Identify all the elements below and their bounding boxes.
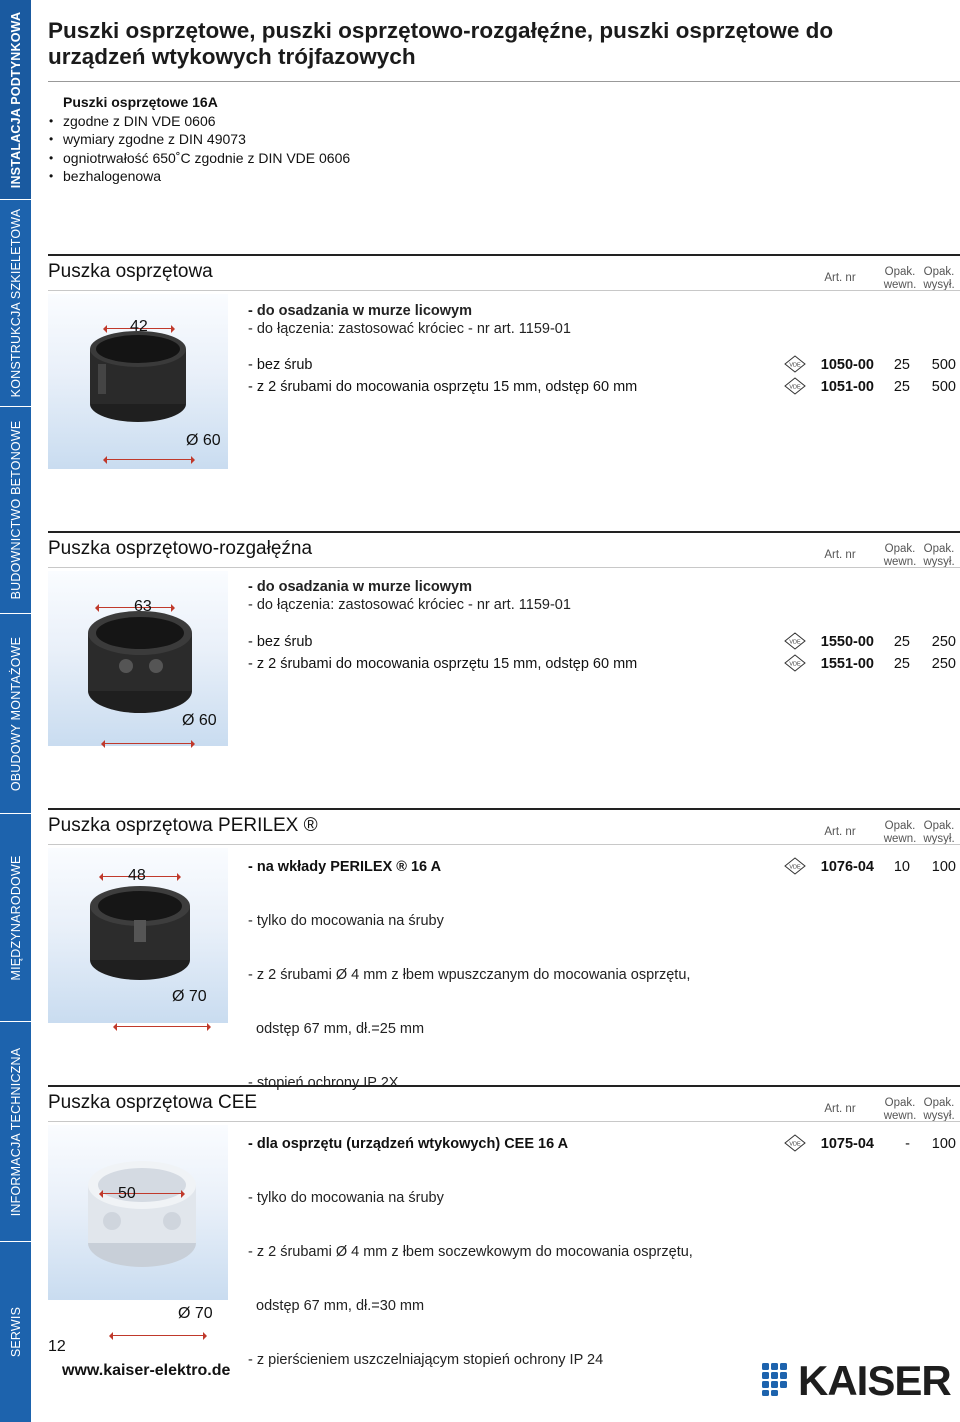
intro-heading: Puszki osprzętowe 16A	[63, 94, 218, 110]
sidebar-tab-konstrukcja-szkieletowa[interactable]: KONSTRUKCJA SZKIELETOWA	[0, 200, 31, 407]
vde-mark-icon	[784, 1134, 806, 1152]
section-subdivider	[48, 567, 960, 568]
dimension-diameter-label: Ø 60	[182, 712, 217, 729]
sidebar-tab-budownictwo-betonowe[interactable]: BUDOWNICTWO BETONOWE	[0, 407, 31, 614]
pack-inner: 25	[893, 656, 910, 672]
title-divider	[48, 81, 960, 82]
kaiser-logo	[760, 1357, 951, 1404]
header-art-nr: Art. nr	[824, 1103, 856, 1115]
pack-inner: 10	[893, 859, 910, 875]
dimension-diameter-label: Ø 70	[172, 988, 207, 1005]
intro-bullets	[48, 112, 350, 186]
dimension-line-bottom	[104, 459, 194, 460]
product-image	[48, 1125, 228, 1322]
product-image	[48, 571, 228, 746]
dimension-diameter-label: Ø 70	[178, 1305, 213, 1322]
section-title: Puszka osprzętowa PERILEX ®	[48, 815, 318, 836]
svg-text:VDE: VDE	[789, 639, 801, 646]
sidebar-tab-obudowy-montazowe[interactable]: OBUDOWY MONTAŻOWE	[0, 614, 31, 814]
dimension-depth-label: 63	[134, 598, 152, 615]
intro-block	[48, 93, 350, 186]
pack-shipping: 250	[931, 656, 956, 672]
kaiser-logo-text: KAISER	[798, 1357, 951, 1404]
section-description: - do osadzania w murze licowym - do łączenia: zastosować króciec - nr art. 1159-01	[248, 579, 571, 613]
sidebar-tab-miedzynarodowe[interactable]: MIĘDZYNARODOWE	[0, 814, 31, 1022]
header-opak-wysyl: Opak. wysył.	[923, 820, 955, 845]
svg-text:VDE: VDE	[789, 1141, 801, 1148]
page-number: 12	[48, 1338, 66, 1355]
section-puszka-cee: Puszka osprzętowa CEE Art. nr Opak. wewn. Opak. wysył. 50 Ø 70 - dla osprzętu (urządzeń wtykowych) CEE 16 A VDE 1075-04 - 100 - tylko do mocowania na śruby - z 2 śrubami Ø 4 mm z łbem soczewkowym do mocowania osprzętu, odstęp 67 mm, dł.=30 mm - z pierścieniem uszczelniającym stopień ochrony IP 24	[48, 1085, 960, 1335]
main-content	[48, 0, 960, 1422]
pack-inner: 25	[893, 634, 910, 650]
sidebar-tab-serwis[interactable]: SERWIS	[8, 1306, 23, 1358]
vde-mark-icon	[784, 355, 806, 373]
vde-mark-icon	[784, 632, 806, 650]
section-divider	[48, 254, 960, 256]
header-art-nr: Art. nr	[824, 826, 856, 838]
article-number: 1050-00	[820, 357, 874, 373]
page-title: Puszki osprzętowe, puszki osprzętowo-rozgałęźne, puszki osprzętowe do urządzeń wtykowych trójfazowych	[48, 18, 834, 69]
pack-shipping: 100	[931, 1136, 956, 1152]
section-subdivider	[48, 1121, 960, 1122]
svg-text:VDE: VDE	[789, 864, 801, 871]
article-number: 1550-00	[820, 634, 874, 650]
section-puszka-rozgalezna: Puszka osprzętowo-rozgałęźna Art. nr Opak. wewn. Opak. wysył. 63 Ø 60 - do osadzania w murze licowym - do łączenia: zastosować króciec - nr art. 1159-01 - bez śrub VDE 1550-00 25 250 - z 2 śrubami do mocowania osprzętu 15 mm, odstęp 60 mm VDE 1551-00 25 250	[48, 531, 960, 771]
header-art-nr: Art. nr	[824, 272, 856, 284]
website-link[interactable]: www.kaiser-elektro.de	[62, 1362, 231, 1379]
article-number: 1051-00	[820, 379, 874, 395]
pack-inner: 25	[893, 379, 910, 395]
header-opak-wewn: Opak. wewn.	[883, 1097, 917, 1122]
dimension-depth-label: 42	[130, 318, 148, 335]
header-opak-wewn: Opak. wewn.	[883, 820, 917, 845]
section-description: - do osadzania w murze licowym - do łączenia: zastosować króciec - nr art. 1159-01	[248, 303, 571, 337]
article-number: 1551-00	[820, 656, 874, 672]
article-number: 1075-04	[820, 1136, 874, 1152]
dimension-line-bottom	[110, 1335, 206, 1336]
pack-inner: 25	[893, 357, 910, 373]
header-art-nr: Art. nr	[824, 549, 856, 561]
section-title: Puszka osprzętowo-rozgałęźna	[48, 538, 313, 559]
pack-shipping: 500	[931, 357, 956, 373]
dimension-diameter-label: Ø 60	[186, 432, 221, 449]
dimension-line-bottom	[102, 743, 194, 744]
dimension-line-top	[100, 1193, 184, 1194]
sidebar-tab-instalacja-podtynkowa[interactable]: INSTALACJA PODTYNKOWA	[0, 0, 31, 200]
product-image	[48, 848, 228, 1023]
intro-bullet: • wymiary zgodne z DIN 49073	[48, 130, 350, 149]
section-subdivider	[48, 844, 960, 845]
sidebar	[0, 0, 31, 1422]
header-opak-wysyl: Opak. wysył.	[923, 543, 955, 568]
section-description: - tylko do mocowania na śruby - z 2 śrubami Ø 4 mm z łbem wpuszczanym do mocowania osprzętu, odstęp 67 mm, dł.=25 mm - stopień ochrony IP 2X	[248, 913, 691, 1091]
product-image	[48, 294, 228, 469]
intro-bullet: • bezhalogenowa	[48, 167, 350, 186]
section-divider	[48, 808, 960, 810]
pack-inner: -	[905, 1136, 910, 1152]
header-opak-wewn: Opak. wewn.	[883, 266, 917, 291]
dimension-line-bottom	[114, 1026, 210, 1027]
header-opak-wewn: Opak. wewn.	[883, 543, 917, 568]
kaiser-logo-icon	[760, 1361, 796, 1397]
section-subdivider	[48, 290, 960, 291]
sidebar-tab-informacja-techniczna[interactable]: INFORMACJA TECHNICZNA	[0, 1022, 31, 1242]
dimension-depth-label: 48	[128, 867, 146, 884]
section-title: Puszka osprzętowa	[48, 261, 213, 282]
svg-text:VDE: VDE	[789, 362, 801, 369]
box-photo-cee	[48, 1125, 228, 1300]
section-puszka-osprzetowa: Puszka osprzętowa Art. nr Opak. wewn. Opak. wysył. 42 Ø 60 - do osadzania w murze licowym - do łączenia: zastosować króciec - nr art. 1159-01 - bez śrub VDE 1050-00 25 500 - z 2 śrubami do mocowania osprzętu 15 mm, odstęp 60 mm VDE 1051-00 25 500	[48, 254, 960, 494]
svg-text:VDE: VDE	[789, 384, 801, 391]
header-opak-wysyl: Opak. wysył.	[923, 1097, 955, 1122]
section-puszka-perilex: Puszka osprzętowa PERILEX ® Art. nr Opak. wewn. Opak. wysył. 48 Ø 70 - na wkłady PERILEX ® 16 A VDE 1076-04 10 100 - tylko do mocowania na śruby - z 2 śrubami Ø 4 mm z łbem wpuszczanym do mocowania osprzętu, odstęp 67 mm, dł.=25 mm - stopień ochrony IP 2X	[48, 808, 960, 1048]
dimension-depth-label: 50	[118, 1185, 136, 1202]
section-description: - tylko do mocowania na śruby - z 2 śrubami Ø 4 mm z łbem soczewkowym do mocowania osprzętu, odstęp 67 mm, dł.=30 mm - z pierścieniem uszczelniającym stopień ochrony IP 24	[248, 1190, 693, 1368]
pack-shipping: 250	[931, 634, 956, 650]
vde-mark-icon	[784, 857, 806, 875]
header-opak-wysyl: Opak. wysył.	[923, 266, 955, 291]
pack-shipping: 100	[931, 859, 956, 875]
vde-mark-icon	[784, 654, 806, 672]
svg-text:VDE: VDE	[789, 661, 801, 668]
section-title: Puszka osprzętowa CEE	[48, 1092, 258, 1113]
section-divider	[48, 1085, 960, 1087]
section-divider	[48, 531, 960, 533]
intro-bullet: • zgodne z DIN VDE 0606	[48, 112, 350, 131]
vde-mark-icon	[784, 377, 806, 395]
article-number: 1076-04	[820, 859, 874, 875]
pack-shipping: 500	[931, 379, 956, 395]
intro-bullet: • ogniotrwałość 650˚C zgodnie z DIN VDE 0606	[48, 149, 350, 168]
